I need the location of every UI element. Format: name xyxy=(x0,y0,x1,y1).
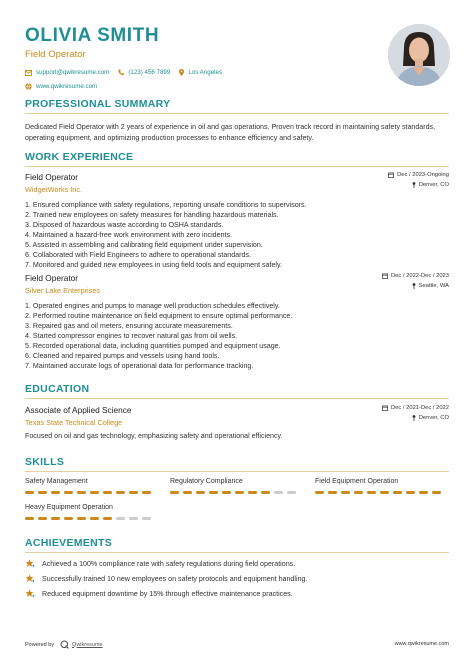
achievement-item xyxy=(25,574,307,583)
bullet: 5. Assisted in assembling and calibrating field equipment under supervision. xyxy=(25,241,263,249)
skill-dot-filled xyxy=(354,491,363,494)
website-item[interactable] xyxy=(25,83,385,90)
bullet: 1. Ensured compliance with safety regulations, reporting unsafe conditions to supervisors. xyxy=(25,201,307,209)
skill-item xyxy=(315,478,445,494)
job-meta xyxy=(388,172,449,188)
calendar-icon xyxy=(388,172,394,178)
skill-name: Heavy Equipment Operation xyxy=(25,504,113,511)
skill-dot-filled xyxy=(196,491,205,494)
skill-dot-filled xyxy=(248,491,257,494)
pin-icon xyxy=(412,415,416,421)
skill-dot-filled xyxy=(380,491,389,494)
skill-item xyxy=(170,478,300,494)
bullet: 6. Cleaned and repaired pumps and vessels using hand tools. xyxy=(25,352,220,360)
education-location: Denver, CO xyxy=(382,415,449,421)
bullet: 7. Monitored and guided new employees in using field tools and equipment safely. xyxy=(25,261,282,269)
bullet: 7. Maintained accurate logs of operational data for performance tracking. xyxy=(25,362,254,370)
candidate-name: OLIVIA SMITH xyxy=(25,25,160,46)
bullet: 2. Trained new employees on safety measures for handling hazardous materials. xyxy=(25,211,279,219)
calendar-icon xyxy=(382,273,388,279)
trophy-star-icon xyxy=(25,559,35,568)
pin-icon xyxy=(412,182,416,188)
pin-icon xyxy=(412,283,416,289)
job-bullets xyxy=(25,200,449,270)
skill-dot-filled xyxy=(103,517,112,520)
brand-link[interactable]: Qwikresume xyxy=(72,641,103,648)
job-title: Field Operator xyxy=(25,273,79,283)
bullet: 3. Disposed of hazardous waste according to OSHA standards. xyxy=(25,221,224,229)
candidate-title: Field Operator xyxy=(25,49,86,60)
skills-divider xyxy=(25,471,449,472)
phone-item[interactable] xyxy=(118,69,170,76)
skill-dot-empty xyxy=(129,517,138,520)
job-meta xyxy=(382,273,449,289)
skill-dot-filled xyxy=(341,491,350,494)
bullet: 4. Maintained a hazard-free work environment with zero incidents. xyxy=(25,231,233,239)
profile-photo xyxy=(388,24,450,86)
job-dates: Dec / 2023-Ongoing xyxy=(388,172,449,178)
website-text: www.qwikresume.com xyxy=(36,83,98,90)
skill-item xyxy=(25,504,155,520)
bullet: 2. Performed routine maintenance on field equipment to ensure optimal performance. xyxy=(25,312,293,320)
skill-dot-filled xyxy=(116,491,125,494)
skill-dot-filled xyxy=(328,491,337,494)
email-text: support@qwikresume.com xyxy=(36,69,110,76)
education-description: Focused on oil and gas technology, emphasizing safety and operational efficiency. xyxy=(25,432,283,440)
profile-photo-image xyxy=(388,24,450,86)
skill-dot-filled xyxy=(367,491,376,494)
phone-icon xyxy=(118,69,124,76)
achievement-item xyxy=(25,559,295,568)
achievement-text: Achieved a 100% compliance rate with safety regulations during field operations. xyxy=(42,559,296,568)
achievement-item xyxy=(25,589,293,598)
skill-level xyxy=(315,491,445,494)
education-meta xyxy=(382,405,449,421)
job-company: Silver Lake Enterprises xyxy=(25,286,101,295)
summary-heading: PROFESSIONAL SUMMARY xyxy=(25,98,171,110)
location-item xyxy=(179,69,222,76)
skill-dot-filled xyxy=(183,491,192,494)
skill-dot-filled xyxy=(315,491,324,494)
job-bullets xyxy=(25,301,449,371)
job-entry xyxy=(25,172,449,270)
skill-dot-filled xyxy=(77,491,86,494)
skill-dot-filled xyxy=(38,517,47,520)
skill-dot-filled xyxy=(64,517,73,520)
skill-dot-filled xyxy=(142,491,151,494)
bullet: 5. Recorded operational data, including quantities pumped and equipment usage. xyxy=(25,342,281,350)
location-pin-icon xyxy=(179,69,184,76)
degree: Associate of Applied Science xyxy=(25,405,132,415)
skill-dot-filled xyxy=(419,491,428,494)
education-entry xyxy=(25,405,449,440)
achievement-text: Successfully trained 10 new employees on safety protocols and equipment handling. xyxy=(42,574,308,583)
job-location: Denver, CO xyxy=(388,182,449,188)
email-icon xyxy=(25,70,32,76)
skill-name: Field Equipment Operation xyxy=(315,478,399,485)
skill-dot-filled xyxy=(64,491,73,494)
skill-dot-filled xyxy=(209,491,218,494)
bullet: 1. Operated engines and pumps to manage well production schedules effectively. xyxy=(25,302,280,310)
skill-dot-filled xyxy=(25,517,34,520)
summary-text: Dedicated Field Operator with 2 years of experience in oil and gas operations. Proven track record in maintaining safety standards, operating equipment, and optimizing production processes to enhance efficiency and safety. xyxy=(25,123,436,142)
skill-dot-filled xyxy=(393,491,402,494)
qwikresume-logo-icon xyxy=(60,640,69,649)
education-dates: Dec / 2021-Dec / 2022 xyxy=(382,405,449,411)
summary-divider xyxy=(25,113,449,114)
powered-by-text: Powered by xyxy=(25,641,55,648)
skill-dot-filled xyxy=(51,491,60,494)
email-item[interactable] xyxy=(25,69,109,76)
skill-dot-filled xyxy=(25,491,34,494)
education-divider xyxy=(25,398,449,399)
skill-dot-filled xyxy=(170,491,179,494)
contact-row xyxy=(25,69,385,76)
footer-powered-by xyxy=(25,640,103,649)
job-dates: Dec / 2022-Dec / 2023 xyxy=(382,273,449,279)
skill-dot-filled xyxy=(129,491,138,494)
skill-dot-filled xyxy=(38,491,47,494)
phone-text: (123) 456 7899 xyxy=(128,69,171,76)
skill-item xyxy=(25,478,155,494)
skill-dot-empty xyxy=(142,517,151,520)
skill-dot-filled xyxy=(406,491,415,494)
skill-level xyxy=(25,517,155,520)
bullet: 6. Collaborated with Field Engineers to adhere to operational standards. xyxy=(25,251,251,259)
school: Texas State Technical College xyxy=(25,418,123,427)
job-entry xyxy=(25,273,449,371)
footer-website[interactable]: www.qwikresume.com xyxy=(394,641,449,647)
skill-name: Regulatory Compliance xyxy=(170,478,243,485)
skill-name: Safety Management xyxy=(25,478,88,485)
skill-dot-filled xyxy=(51,517,60,520)
skill-dot-filled xyxy=(103,491,112,494)
skill-level xyxy=(170,491,300,494)
globe-icon xyxy=(25,83,32,90)
skill-dot-empty xyxy=(274,491,283,494)
job-location: Seattle, WA xyxy=(382,283,449,289)
trophy-star-icon xyxy=(25,589,35,598)
education-heading: EDUCATION xyxy=(25,383,90,395)
bullet: 4. Started compressor engines to recover natural gas from oil wells. xyxy=(25,332,238,340)
skill-dot-empty xyxy=(116,517,125,520)
skill-level xyxy=(25,491,155,494)
trophy-star-icon xyxy=(25,574,35,583)
skill-dot-filled xyxy=(432,491,441,494)
header xyxy=(25,26,385,90)
job-company: WidgetWorks Inc. xyxy=(25,185,83,194)
achievements-heading: ACHIEVEMENTS xyxy=(25,537,113,549)
skill-dot-filled xyxy=(222,491,231,494)
experience-divider xyxy=(25,166,449,167)
skill-dot-filled xyxy=(90,517,99,520)
skill-dot-empty xyxy=(287,491,296,494)
location-text: Los Angeles xyxy=(188,69,223,76)
job-title: Field Operator xyxy=(25,172,79,182)
skill-dot-filled xyxy=(77,517,86,520)
calendar-icon xyxy=(382,405,388,411)
skills-heading: SKILLS xyxy=(25,456,65,468)
experience-heading: WORK EXPERIENCE xyxy=(25,151,134,163)
achievement-text: Reduced equipment downtime by 15% through effective maintenance practices. xyxy=(42,589,293,598)
achievements-divider xyxy=(25,552,449,553)
skill-dot-filled xyxy=(90,491,99,494)
skill-dot-filled xyxy=(261,491,270,494)
bullet: 3. Repaired gas and oil meters, ensuring accurate measurements. xyxy=(25,322,233,330)
skill-dot-filled xyxy=(235,491,244,494)
